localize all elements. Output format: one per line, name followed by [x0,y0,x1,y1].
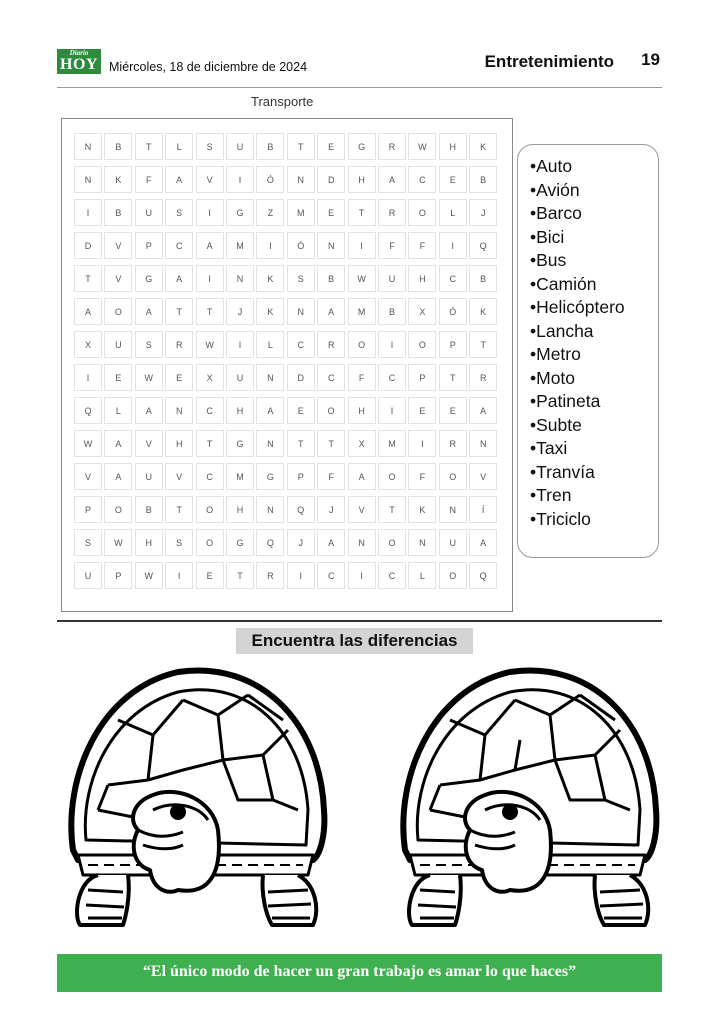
grid-letter: N [287,298,315,325]
grid-letter: I [226,166,254,193]
grid-letter: B [104,133,132,160]
grid-letter: N [469,430,497,457]
grid-letter: K [104,166,132,193]
grid-letter: B [469,166,497,193]
word-list-item: •Helicóptero [530,297,625,317]
logo-big-text: HOY [60,56,98,73]
grid-letter: I [348,232,376,259]
grid-letter: D [317,166,345,193]
grid-letter: J [287,529,315,556]
grid-letter: U [135,463,163,490]
grid-letter: T [287,430,315,457]
grid-letter: T [74,265,102,292]
grid-letter: T [317,430,345,457]
grid-letter: H [226,397,254,424]
grid-letter: C [378,562,406,589]
section-title: Entretenimiento [484,52,614,71]
grid-letter: E [317,133,345,160]
section-divider [57,620,662,622]
grid-letter: T [165,496,193,523]
grid-letter: A [469,397,497,424]
grid-letter: A [469,529,497,556]
grid-letter: H [408,265,436,292]
grid-letter: I [287,562,315,589]
word-list-item: •Triciclo [530,508,591,529]
grid-letter: I [196,199,224,226]
grid-letter: Q [74,397,102,424]
grid-letter: K [408,496,436,523]
grid-letter: N [256,364,284,391]
word-list-item: •Avión [530,179,580,200]
grid-letter: T [287,133,315,160]
grid-letter: W [74,430,102,457]
grid-letter: Z [256,199,284,226]
grid-letter: U [104,331,132,358]
grid-letter: L [439,199,467,226]
grid-letter: S [196,133,224,160]
grid-letter: N [256,430,284,457]
grid-letter: S [165,199,193,226]
grid-letter: L [165,133,193,160]
grid-letter: A [378,166,406,193]
grid-letter: L [256,331,284,358]
grid-letter: A [165,265,193,292]
grid-letter: C [317,562,345,589]
grid-letter: E [439,166,467,193]
grid-letter: U [226,364,254,391]
logo-small-text: Diario [69,49,89,57]
grid-letter: C [196,463,224,490]
word-list-item: •Subte [530,414,582,435]
grid-letter: K [256,298,284,325]
grid-letter: M [226,463,254,490]
grid-letter: P [439,331,467,358]
grid-letter: U [74,562,102,589]
grid-letter: P [408,364,436,391]
grid-letter: V [104,265,132,292]
grid-letter: C [378,364,406,391]
grid-letter: G [226,430,254,457]
diario-hoy-logo [57,49,101,74]
word-list-item: •Lancha [530,320,594,341]
grid-letter: B [378,298,406,325]
grid-letter: N [74,166,102,193]
grid-letter: I [378,397,406,424]
grid-letter: H [165,430,193,457]
grid-letter: B [256,133,284,160]
grid-letter: E [165,364,193,391]
grid-letter: S [74,529,102,556]
grid-letter: Q [469,232,497,259]
grid-letter: L [104,397,132,424]
word-list-item: •Tranvía [530,461,595,482]
grid-letter: I [348,562,376,589]
grid-letter: T [378,496,406,523]
grid-letter: O [317,397,345,424]
publication-date: Miércoles, 18 de diciembre de 2024 [109,60,308,74]
grid-letter: N [348,529,376,556]
grid-letter: Ó [256,166,284,193]
grid-letter: B [469,265,497,292]
grid-letter: H [226,496,254,523]
grid-letter: A [317,529,345,556]
grid-letter: K [256,265,284,292]
word-list-item: •Patineta [530,391,601,411]
grid-letter: O [439,562,467,589]
grid-letter: V [74,463,102,490]
grid-letter: P [74,496,102,523]
grid-letter: I [226,331,254,358]
grid-letter: R [317,331,345,358]
grid-letter: I [74,199,102,226]
grid-letter: T [135,133,163,160]
grid-letter: N [439,496,467,523]
grid-letter: U [226,133,254,160]
grid-letter: I [196,265,224,292]
grid-letter: B [104,199,132,226]
grid-letter: E [104,364,132,391]
grid-letter: N [256,496,284,523]
grid-letter: O [104,496,132,523]
grid-letter: T [348,199,376,226]
grid-letter: I [165,562,193,589]
grid-letter: V [165,463,193,490]
grid-letter: I [378,331,406,358]
grid-letter: F [378,232,406,259]
grid-letter: S [165,529,193,556]
grid-letter: N [287,166,315,193]
word-list-item: •Moto [530,367,576,388]
grid-letter: R [165,331,193,358]
grid-letter: T [196,298,224,325]
grid-letter: W [408,133,436,160]
grid-letter: Q [287,496,315,523]
grid-letter: X [74,331,102,358]
grid-letter: G [256,463,284,490]
grid-letter: F [408,232,436,259]
grid-letter: O [378,463,406,490]
grid-letter: A [104,463,132,490]
grid-letter: V [348,496,376,523]
grid-letter: T [439,364,467,391]
grid-letter: A [135,397,163,424]
grid-letter: A [135,298,163,325]
grid-letter: D [74,232,102,259]
grid-letter: C [196,397,224,424]
grid-letter: N [165,397,193,424]
page-header [57,46,662,86]
grid-letter: S [135,331,163,358]
wordsearch-title: Transporte [251,94,314,109]
grid-letter: E [439,397,467,424]
grid-letter: A [348,463,376,490]
grid-letter: A [74,298,102,325]
grid-letter: E [196,562,224,589]
grid-letter: X [196,364,224,391]
grid-letter: V [104,232,132,259]
grid-letter: R [256,562,284,589]
word-list-item: •Barco [530,203,582,223]
grid-letter: K [469,133,497,160]
word-list [517,144,659,558]
grid-letter: X [408,298,436,325]
grid-letter: I [74,364,102,391]
grid-letter: V [469,463,497,490]
differences-title: Encuentra las diferencias [236,628,473,654]
grid-letter: M [378,430,406,457]
header-divider [57,87,662,88]
grid-letter: F [348,364,376,391]
grid-letter: N [408,529,436,556]
grid-letter: D [287,364,315,391]
grid-letter: C [408,166,436,193]
grid-letter: M [226,232,254,259]
grid-letter: I [408,430,436,457]
word-list-item: •Camión [530,273,597,294]
word-list-item: •Metro [530,344,581,364]
grid-letter: R [378,133,406,160]
word-list-item: •Bici [530,226,565,247]
grid-letter: F [317,463,345,490]
grid-letter: O [104,298,132,325]
grid-letter: U [378,265,406,292]
grid-letter: E [408,397,436,424]
grid-letter: F [135,166,163,193]
grid-letter: O [408,331,436,358]
page-number: 19 [641,50,660,69]
grid-letter: U [439,529,467,556]
grid-letter: H [439,133,467,160]
grid-letter: J [226,298,254,325]
grid-letter: E [317,199,345,226]
grid-letter: Q [256,529,284,556]
grid-letter: N [317,232,345,259]
word-list-item: •Auto [530,156,573,176]
word-list-item: •Bus [530,250,567,270]
grid-letter: J [469,199,497,226]
grid-letter: R [439,430,467,457]
grid-letter: W [104,529,132,556]
grid-letter: L [408,562,436,589]
word-list-item: •Taxi [530,438,568,458]
grid-letter: I [256,232,284,259]
grid-letter: K [469,298,497,325]
grid-letter: O [378,529,406,556]
grid-letter: Q [469,562,497,589]
grid-letter: M [348,298,376,325]
grid-letter: R [469,364,497,391]
grid-letter: T [469,331,497,358]
grid-letter: P [287,463,315,490]
grid-letter: I [439,232,467,259]
grid-letter: C [165,232,193,259]
grid-letter: W [135,562,163,589]
grid-letter: O [196,496,224,523]
grid-letter: H [135,529,163,556]
grid-letter: C [287,331,315,358]
grid-letter: T [226,562,254,589]
grid-letter: O [408,199,436,226]
grid-letter: V [196,166,224,193]
turtle-right-image [390,660,665,940]
turtle-left-image [58,660,333,940]
grid-letter: G [226,199,254,226]
grid-letter: A [104,430,132,457]
grid-letter: R [378,199,406,226]
grid-letter: P [135,232,163,259]
grid-letter: T [165,298,193,325]
grid-letter: N [226,265,254,292]
grid-letter: G [226,529,254,556]
grid-letter: X [348,430,376,457]
grid-letter: O [439,463,467,490]
grid-letter: V [135,430,163,457]
grid-letter: H [348,166,376,193]
grid-letter: Í [469,496,497,523]
grid-letter: P [104,562,132,589]
grid-letter: M [287,199,315,226]
grid-letter: C [439,265,467,292]
grid-letter: B [135,496,163,523]
grid-letter: A [196,232,224,259]
grid-letter: H [348,397,376,424]
word-list-item: •Tren [530,485,572,505]
grid-letter: F [408,463,436,490]
grid-letter: Ó [287,232,315,259]
grid-letter: W [135,364,163,391]
grid-letter: Ó [439,298,467,325]
grid-letter: S [287,265,315,292]
grid-letter: N [74,133,102,160]
grid-letter: E [287,397,315,424]
grid-letter: U [135,199,163,226]
grid-letter: A [256,397,284,424]
grid-letter: G [348,133,376,160]
grid-letter: B [317,265,345,292]
grid-letter: O [196,529,224,556]
grid-letter: W [348,265,376,292]
grid-letter: W [196,331,224,358]
grid-letter: O [348,331,376,358]
grid-letter: A [317,298,345,325]
grid-letter: A [165,166,193,193]
quote-banner: “El único modo de hacer un gran trabajo es amar lo que haces” [57,954,662,992]
grid-letter: T [196,430,224,457]
grid-letter: G [135,265,163,292]
grid-letter: C [317,364,345,391]
grid-letter: J [317,496,345,523]
